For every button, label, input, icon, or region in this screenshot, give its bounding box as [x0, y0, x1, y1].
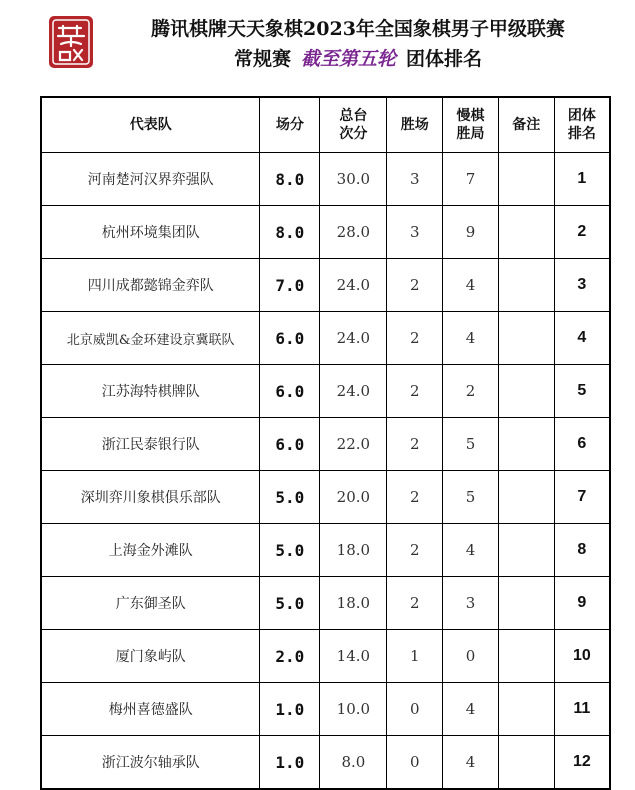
cell-wins: 2: [387, 524, 443, 577]
cell-rank: 3: [554, 259, 610, 312]
cell-rank: 10: [554, 630, 610, 683]
cell-rank: 2: [554, 206, 610, 259]
cell-total: 28.0: [320, 206, 387, 259]
cell-notes: [498, 418, 554, 471]
cell-total: 30.0: [320, 153, 387, 206]
cell-notes: [498, 524, 554, 577]
cell-notes: [498, 736, 554, 790]
cell-team: 厦门象屿队: [41, 630, 260, 683]
table-row: [41, 524, 610, 577]
table-row: [41, 312, 610, 365]
cell-slow: 5: [443, 471, 499, 524]
cell-points: 5.0: [260, 524, 320, 577]
cell-total: 22.0: [320, 418, 387, 471]
cell-rank: 8: [554, 524, 610, 577]
table-row: [41, 418, 610, 471]
cell-rank: 7: [554, 471, 610, 524]
cell-slow: 5: [443, 418, 499, 471]
cell-notes: [498, 630, 554, 683]
cell-team: 四川成都懿锦金弈队: [41, 259, 260, 312]
cell-points: 8.0: [260, 206, 320, 259]
team-standings-table: [40, 96, 611, 790]
cell-total: 24.0: [320, 259, 387, 312]
cell-points: 8.0: [260, 153, 320, 206]
cell-points: 6.0: [260, 312, 320, 365]
cell-wins: 2: [387, 577, 443, 630]
header-rank: [554, 97, 610, 153]
header-rank-line2: 排名: [567, 126, 596, 142]
header-slow: [443, 97, 499, 153]
chess-league-seal-icon: [47, 14, 95, 70]
cell-wins: 2: [387, 418, 443, 471]
cell-team: 上海金外滩队: [41, 524, 260, 577]
header-slow-line1: 慢棋: [456, 108, 485, 124]
cell-wins: 2: [387, 312, 443, 365]
cell-rank: 11: [554, 683, 610, 736]
cell-rank: 1: [554, 153, 610, 206]
table-row: [41, 736, 610, 790]
subtitle-ranking: 团体排名: [406, 48, 483, 70]
cell-points: 5.0: [260, 471, 320, 524]
cell-total: 18.0: [320, 524, 387, 577]
cell-wins: 0: [387, 736, 443, 790]
cell-rank: 9: [554, 577, 610, 630]
cell-wins: 3: [387, 153, 443, 206]
cell-total: 24.0: [320, 365, 387, 418]
cell-total: 8.0: [320, 736, 387, 790]
cell-rank: 4: [554, 312, 610, 365]
table-row: [41, 365, 610, 418]
cell-wins: 3: [387, 206, 443, 259]
cell-team: 浙江波尔轴承队: [41, 736, 260, 790]
cell-notes: [498, 312, 554, 365]
header-notes: 备注: [498, 97, 554, 153]
cell-team: 杭州环境集团队: [41, 206, 260, 259]
subtitle-stage: 常规赛: [233, 48, 291, 70]
cell-slow: 4: [443, 683, 499, 736]
cell-points: 1.0: [260, 736, 320, 790]
header-points: 场分: [260, 97, 320, 153]
cell-slow: 4: [443, 259, 499, 312]
cell-total: 20.0: [320, 471, 387, 524]
cell-total: 14.0: [320, 630, 387, 683]
header-total: [320, 97, 387, 153]
cell-notes: [498, 577, 554, 630]
cell-slow: 2: [443, 365, 499, 418]
cell-slow: 7: [443, 153, 499, 206]
cell-total: 10.0: [320, 683, 387, 736]
table-row: [41, 206, 610, 259]
cell-notes: [498, 365, 554, 418]
cell-points: 6.0: [260, 418, 320, 471]
cell-points: 6.0: [260, 365, 320, 418]
cell-notes: [498, 259, 554, 312]
cell-points: 7.0: [260, 259, 320, 312]
cell-team: 梅州喜德盛队: [41, 683, 260, 736]
page-subtitle: [98, 44, 618, 71]
cell-points: 5.0: [260, 577, 320, 630]
cell-wins: 2: [387, 365, 443, 418]
table-row: [41, 683, 610, 736]
table-row: [41, 259, 610, 312]
cell-team: 江苏海特棋牌队: [41, 365, 260, 418]
cell-slow: 9: [443, 206, 499, 259]
cell-team: 北京威凯&金环建设京冀联队: [41, 312, 260, 365]
cell-team: 深圳弈川象棋俱乐部队: [41, 471, 260, 524]
header-total-line2: 次分: [339, 126, 368, 142]
cell-team: 广东御圣队: [41, 577, 260, 630]
table-header-row: [41, 97, 610, 153]
header-total-line1: 总台: [339, 108, 368, 124]
cell-team: 浙江民泰银行队: [41, 418, 260, 471]
cell-points: 2.0: [260, 630, 320, 683]
cell-rank: 6: [554, 418, 610, 471]
cell-wins: 2: [387, 259, 443, 312]
page-title: 腾讯棋牌天天象棋2023年全国象棋男子甲级联赛: [151, 18, 565, 40]
cell-team: 河南楚河汉界弈强队: [41, 153, 260, 206]
cell-points: 1.0: [260, 683, 320, 736]
subtitle-round-highlight: 截至第五轮: [300, 48, 396, 70]
cell-total: 18.0: [320, 577, 387, 630]
cell-notes: [498, 683, 554, 736]
header-rank-line1: 团体: [567, 108, 596, 124]
header-wins: 胜场: [387, 97, 443, 153]
cell-rank: 12: [554, 736, 610, 790]
table-row: [41, 577, 610, 630]
cell-slow: 4: [443, 312, 499, 365]
cell-slow: 0: [443, 630, 499, 683]
cell-total: 24.0: [320, 312, 387, 365]
cell-notes: [498, 153, 554, 206]
table-row: [41, 471, 610, 524]
league-seal-logo: [47, 14, 95, 70]
cell-wins: 2: [387, 471, 443, 524]
cell-notes: [498, 206, 554, 259]
header-team: 代表队: [41, 97, 260, 153]
table-row: [41, 630, 610, 683]
cell-wins: 1: [387, 630, 443, 683]
header-slow-line2: 胜局: [456, 126, 485, 142]
table-row: [41, 153, 610, 206]
cell-slow: 4: [443, 524, 499, 577]
cell-slow: 3: [443, 577, 499, 630]
cell-notes: [498, 471, 554, 524]
cell-slow: 4: [443, 736, 499, 790]
cell-wins: 0: [387, 683, 443, 736]
cell-rank: 5: [554, 365, 610, 418]
